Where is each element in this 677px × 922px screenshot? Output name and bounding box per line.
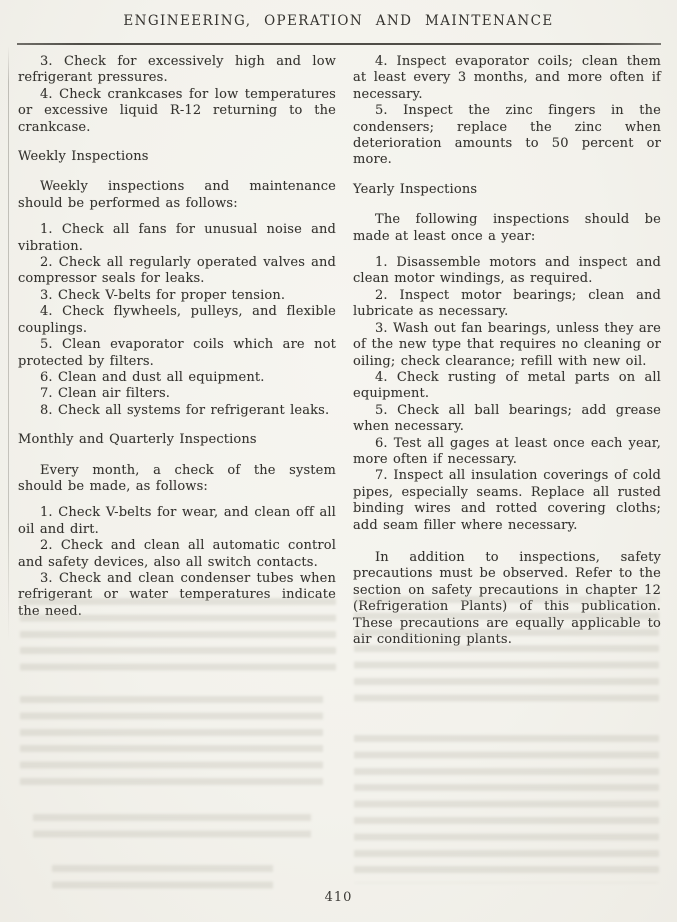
list-item: 2. Check and clean all automatic control and safety devices, also all switch contacts. — [18, 538, 336, 570]
list-item: 5. Check all ball bearings; add grease when necessary. — [353, 402, 661, 435]
list-item: 3. Wash out fan bearings, unless they are of the new type that requires no cleaning or oiling; check clearance; refill with new oil. — [353, 320, 661, 369]
list-item: 1. Check V-belts for wear, and clean off all oil and dirt. — [18, 505, 336, 537]
two-column-body — [18, 54, 661, 648]
list-item: 5. Clean evaporator coils which are not protected by filters. — [18, 337, 336, 369]
list-item: 2. Inspect motor bearings; clean and lubricate as necessary. — [353, 287, 661, 320]
paragraph: Weekly inspections and maintenance should be performed as follows: — [18, 179, 336, 211]
scan-edge-line — [8, 46, 9, 641]
header-rule — [17, 43, 661, 45]
list-item: 7. Inspect all insulation coverings of cold pipes, especially seams. Replace all rusted binding wires and rotted covering cloths; add seam filler where necessary. — [353, 468, 661, 533]
section-heading: Yearly Inspections — [353, 181, 478, 197]
paragraph: 3. Check for excessively high and low refrigerant pressures. — [18, 54, 336, 86]
section-heading: Weekly Inspections — [18, 149, 149, 165]
list-item: 5. Inspect the zinc fingers in the condensers; replace the zinc when deterioration amounts to 50 percent or more. — [353, 103, 661, 168]
list-item: 1. Disassemble motors and inspect and clean motor windings, as required. — [353, 255, 661, 287]
page-number: 410 — [324, 890, 353, 905]
paragraph: In addition to inspections, safety precautions must be observed. Refer to the section on safety precautions in chapter 12 (Refrigeration Plants) of this publication. These precautions are equally applicable to air conditioning plants. — [353, 549, 661, 647]
list-item: 8. Check all systems for refrigerant leaks. — [40, 402, 330, 418]
list-item: 1. Check all fans for unusual noise and vibration. — [18, 222, 336, 254]
paragraph: Every month, a check of the system should be made, as follows: — [18, 462, 336, 494]
list-item: 4. Check flywheels, pulleys, and flexible couplings. — [18, 304, 336, 336]
list-item: 4. Inspect evaporator coils; clean them at least every 3 months, and more often if necessary. — [353, 54, 661, 102]
list-item: 3. Check and clean condenser tubes when refrigerant or water temperatures indicate the need. — [18, 570, 336, 619]
paragraph: 4. Check crankcases for low temperatures or excessive liquid R-12 returning to the crankcase. — [18, 86, 336, 135]
list-item: 3. Check V-belts for proper tension. — [40, 287, 286, 303]
list-item: 7. Clean air filters. — [40, 386, 171, 402]
left-column — [18, 54, 336, 648]
list-item: 4. Check rusting of metal parts on all equipment. — [353, 369, 661, 402]
list-item: 6. Clean and dust all equipment. — [40, 369, 265, 385]
right-column — [353, 54, 661, 648]
paragraph: The following inspections should be made at least once a year: — [353, 212, 661, 244]
list-item: 6. Test all gages at least once each year, more often if necessary. — [353, 435, 661, 467]
page-title: ENGINEERING, OPERATION AND MAINTENANCE — [123, 13, 554, 29]
section-heading: Monthly and Quarterly Inspections — [18, 432, 257, 448]
list-item: 2. Check all regularly operated valves and compressor seals for leaks. — [18, 255, 336, 287]
